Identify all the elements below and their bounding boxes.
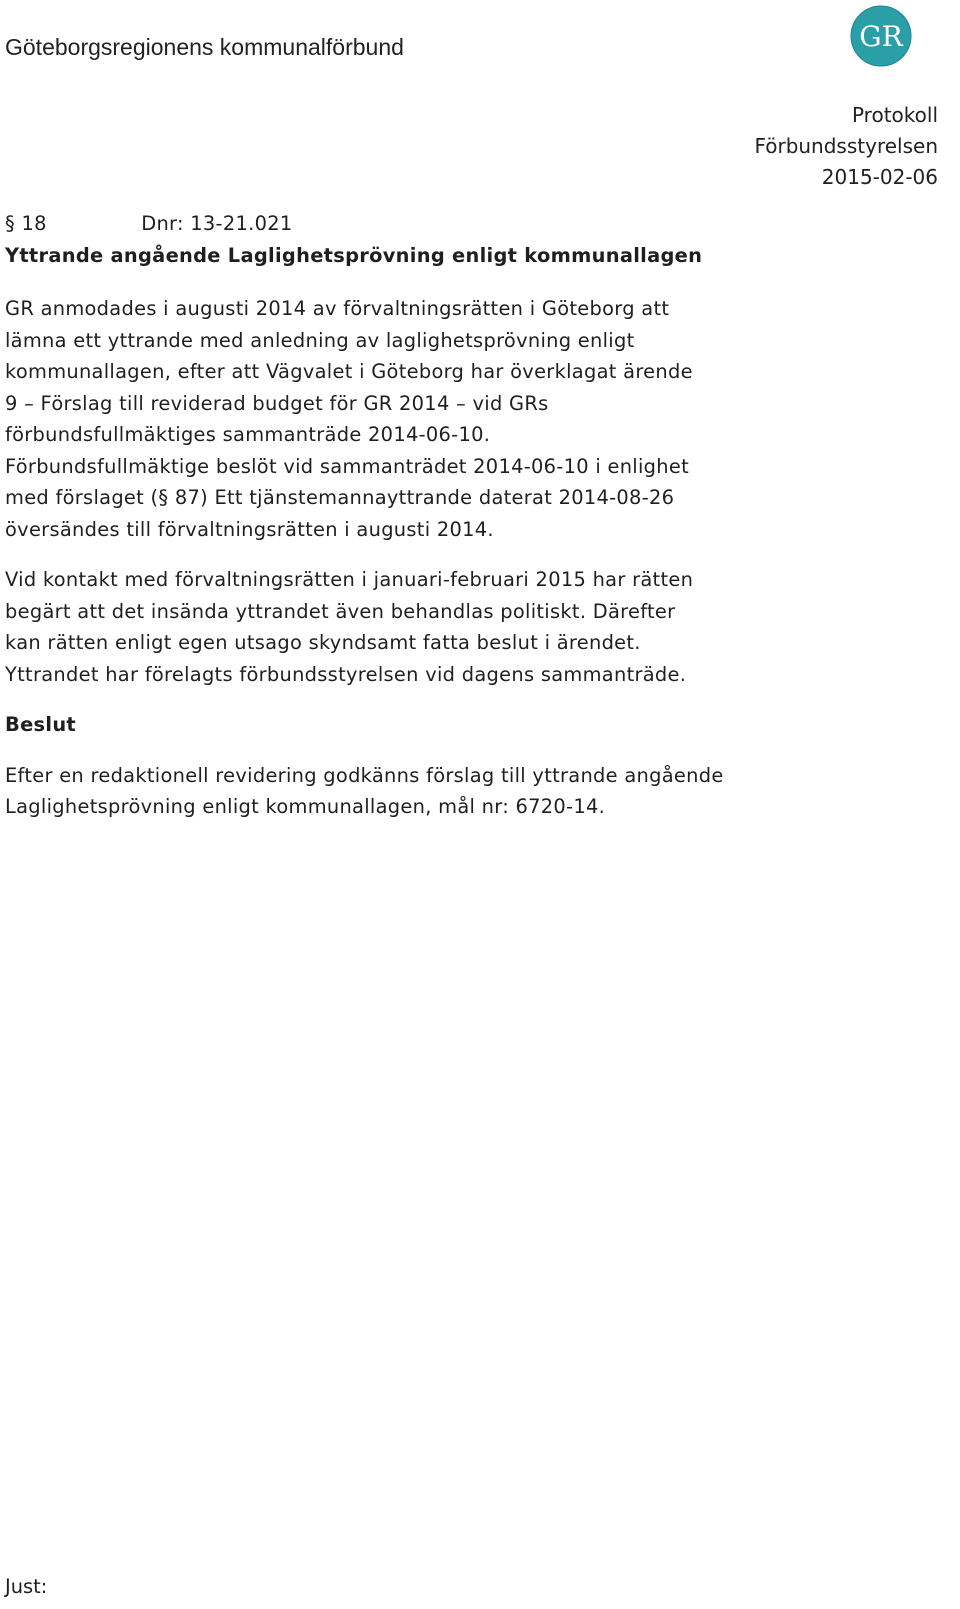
text-line: förbundsfullmäktiges sammanträde 2014-06-10. [5,423,491,446]
text-line: Yttrandet har förelagts förbundsstyrelsen vid dagens sammanträde. [5,662,687,686]
paragraph-sign: § [5,212,15,235]
organization-name: Göteborgsregionens kommunalförbund [5,34,404,60]
item-dnr: Dnr: 13-21.021 [141,212,293,235]
decision-paragraph [5,760,795,823]
text-line: begärt att det insända yttrandet även behandlas politiskt. Därefter [5,599,676,623]
text-line: GR anmodades i augusti 2014 av förvaltningsrätten i Göteborg att [5,297,670,320]
item-number: 18 [21,212,47,235]
document-body: Förbundsstyrelsen [754,134,938,158]
text-line: 9 – Förslag till reviderad budget för GR 2014 – vid GRs [5,391,549,415]
text-line: kan rätten enligt egen utsago skyndsamt fatta beslut i ärendet. [5,631,641,654]
item-title: Yttrande angående Laglighetsprövning enligt kommunallagen [5,243,703,267]
document-type: Protokoll [851,103,938,127]
decision-heading: Beslut [5,713,76,736]
text-line: Efter en redaktionell revidering godkänns förslag till yttrande angående [5,763,724,787]
text-line: med förslaget (§ 87) Ett tjänstemannayttrande daterat 2014-08-26 [5,486,675,509]
gr-logo [850,5,912,67]
protocol-content [5,208,795,823]
text-line: lämna ett yttrande med anledning av laglighetsprövning enligt [5,328,635,352]
document-meta [754,100,938,193]
background-paragraph [5,293,795,545]
justering-label: Just: [5,1575,48,1598]
text-line: översändes till förvaltningsrätten i augusti 2014. [5,517,494,541]
text-line: Laglighetsprövning enligt kommunallagen, mål nr: 6720-14. [5,795,606,818]
text-line: Förbundsfullmäktige beslöt vid sammanträdet 2014-06-10 i enlighet [5,454,689,478]
contact-paragraph [5,564,795,690]
document-date: 2015-02-06 [821,165,938,189]
item-reference [5,208,795,240]
text-line: Vid kontakt med förvaltningsrätten i januari-februari 2015 har rätten [5,568,694,591]
logo-text: GR [859,20,903,53]
text-line: kommunallagen, efter att Vägvalet i Göteborg har överklagat ärende [5,360,693,383]
